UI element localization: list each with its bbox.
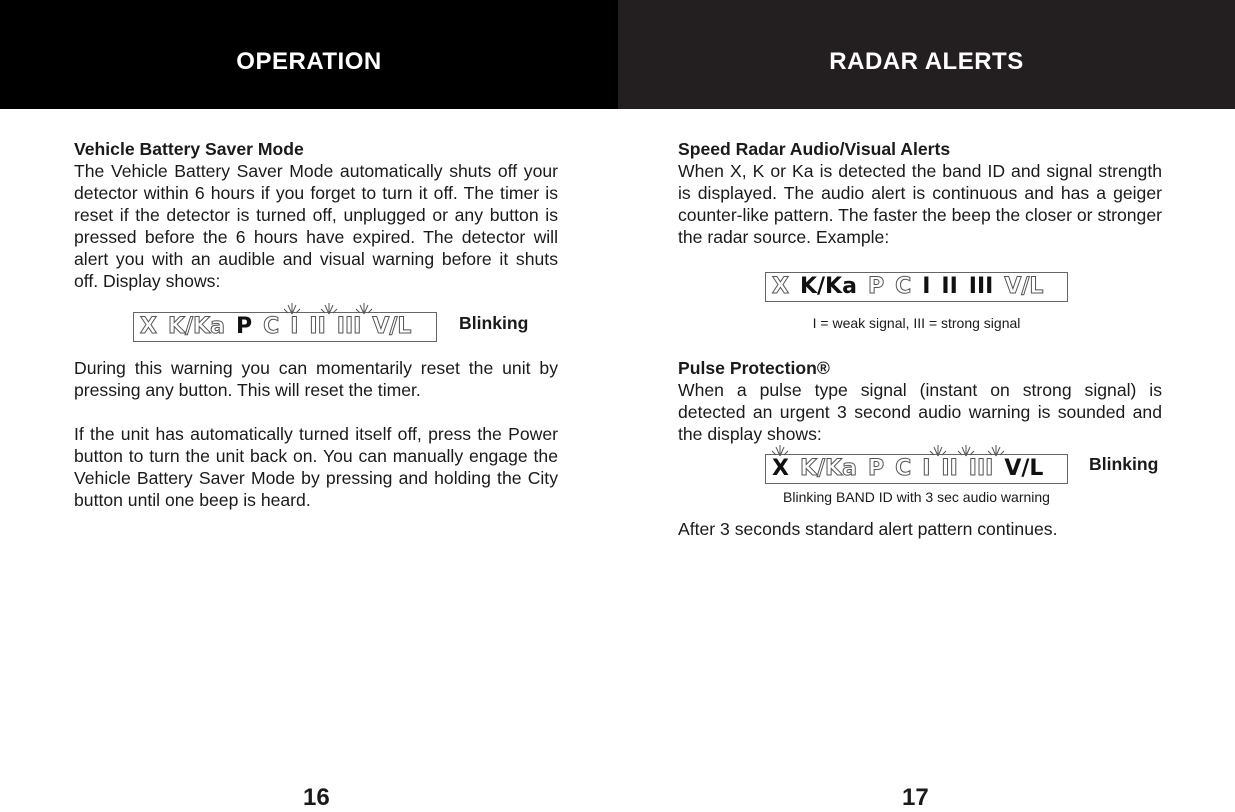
band-kka-segment: K/Ka — [799, 456, 857, 481]
section-title-speed-radar: Speed Radar Audio/Visual Alerts — [678, 139, 951, 159]
alert-continues-text: After 3 seconds standard alert pattern continues. — [678, 519, 1058, 539]
signal-iii-segment: III — [336, 314, 362, 339]
left-page-column — [74, 138, 558, 292]
battery-saver-description: The Vehicle Battery Saver Mode automatically shuts off your detector within 6 hours if you forget to turn it off. The timer is reset if the detector is turned off, unplugged or any button is pressed before the 6 hours have expired. The detector will alert you with an audible and visual warning before it shuts off. Display shows: — [74, 161, 558, 291]
band-kka-segment: K/Ka — [799, 274, 857, 299]
page-number-right: 17 — [902, 784, 929, 811]
signal-ii-segment: II — [941, 274, 958, 299]
pulse-p-segment: P — [235, 314, 253, 339]
right-page-closing — [678, 518, 1162, 540]
city-c-segment: C — [895, 274, 912, 299]
manual-engage-text: If the unit has automatically turned itself off, press the Power button to turn the unit back on. You can manually engage the Vehicle Battery Saver Mode by pressing and holding the City button until one beep is heard. — [74, 424, 558, 510]
signal-i-segment: I — [922, 456, 931, 481]
vl-segment: V/L — [372, 314, 412, 339]
speed-radar-description: When X, K or Ka is detected the band ID and signal strength is displayed. The audio alert is continuous and has a geiger counter-like pattern. The faster the beep the closer or stronger the radar source. Example: — [678, 161, 1162, 247]
pulse-alert-caption: Blinking BAND ID with 3 sec audio warning — [783, 489, 1050, 505]
pulse-p-segment: P — [867, 274, 885, 299]
blink-rays-icon — [770, 443, 1010, 457]
section-title-battery-saver: Vehicle Battery Saver Mode — [74, 139, 304, 159]
right-page-header: RADAR ALERTS — [618, 0, 1235, 109]
display-pulse-alert — [765, 454, 1068, 484]
page-number-left: 16 — [303, 784, 330, 811]
section-title-pulse-protection: Pulse Protection® — [678, 358, 830, 378]
city-c-segment: C — [895, 456, 912, 481]
right-page-pulse-column — [678, 357, 1162, 445]
city-c-segment: C — [263, 314, 280, 339]
vl-segment: V/L — [1004, 274, 1044, 299]
reset-warning-text: During this warning you can momentarily reset the unit by pressing any button. This will reset the timer. — [74, 358, 558, 400]
vl-segment: V/L — [1004, 456, 1044, 481]
right-page-column — [678, 138, 1162, 248]
display-signal-example — [765, 272, 1068, 302]
signal-iii-segment: III — [968, 274, 994, 299]
signal-i-segment: I — [290, 314, 299, 339]
signal-ii-segment: II — [941, 456, 958, 481]
signal-strength-caption: I = weak signal, III = strong signal — [812, 315, 1021, 331]
band-kka-segment: K/Ka — [167, 314, 225, 339]
band-x-segment: X — [772, 274, 789, 299]
display-battery-saver — [133, 312, 437, 342]
band-x-segment: X — [772, 456, 789, 481]
blinking-label-left: Blinking — [459, 313, 529, 333]
pulse-protection-description: When a pulse type signal (instant on strong signal) is detected an urgent 3 second audio warning is sounded and the display shows: — [678, 380, 1162, 444]
pulse-p-segment: P — [867, 456, 885, 481]
blinking-label-right: Blinking — [1089, 454, 1159, 474]
signal-ii-segment: II — [309, 314, 326, 339]
blink-rays-icon — [284, 301, 374, 315]
signal-i-segment: I — [922, 274, 931, 299]
left-page-lower-column — [74, 357, 558, 511]
signal-iii-segment: III — [968, 456, 994, 481]
left-page-header: OPERATION — [0, 0, 618, 109]
band-x-segment: X — [140, 314, 157, 339]
